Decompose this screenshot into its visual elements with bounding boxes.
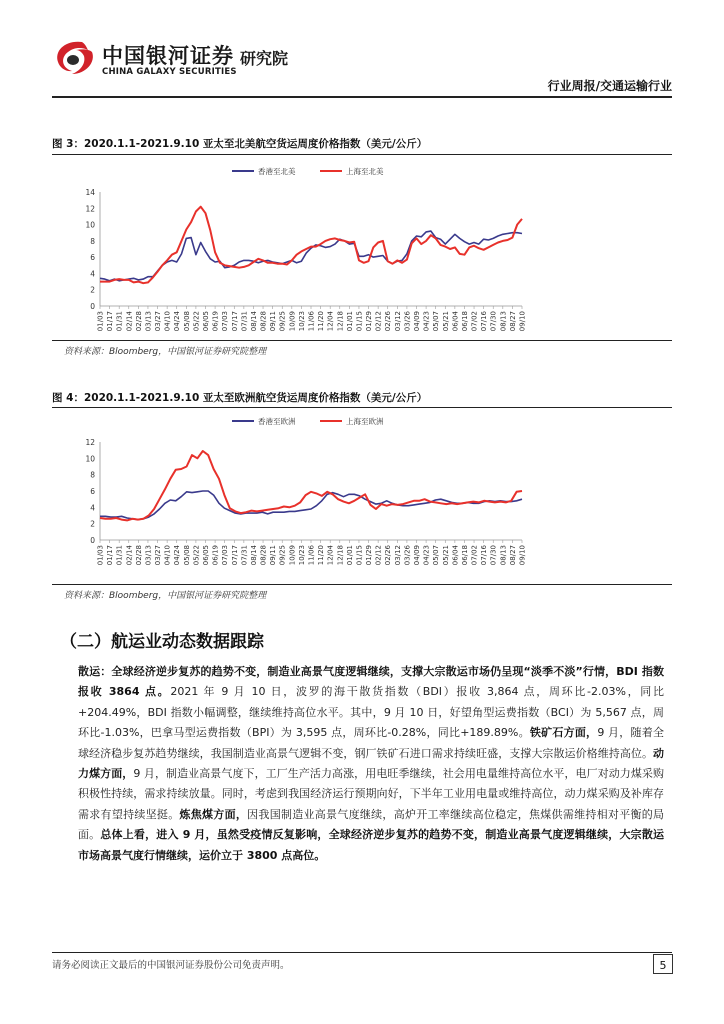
- x-tick-label: 06/05: [202, 311, 210, 332]
- y-tick-label: 4: [90, 503, 95, 513]
- paragraph-bold-run: 铁矿石方面，: [529, 726, 598, 740]
- x-tick-label: 02/28: [134, 311, 143, 332]
- x-tick-label: 11/20: [317, 545, 326, 566]
- series-line-1: [100, 491, 522, 520]
- figure-4-bottom-rule: [52, 584, 672, 585]
- x-tick-label: 07/16: [480, 545, 489, 566]
- x-tick-label: 07/17: [230, 545, 239, 566]
- x-tick-label: 04/09: [413, 545, 421, 566]
- x-tick-label: 01/15: [355, 311, 364, 332]
- x-tick-label: 04/23: [422, 311, 431, 332]
- paragraph-text-run: 2021 年 9 月 10 日，波罗的海干散货指数（BDI）报收 3,864 点，周环比-2.03%，同比+204.49%，BDI 指数小幅调整，继续维持高位水平。其中，9 月 10 日，好望角型运费指数（BCI）为 5,567 点，周环比-1.03%，巴拿马型运费指数（BPI）为 3,595 点，周环比-0.28%，同比+189.89%。: [78, 685, 664, 740]
- y-tick-label: 6: [90, 253, 95, 263]
- x-tick-label: 08/14: [249, 545, 258, 566]
- x-tick-label: 02/14: [125, 311, 134, 332]
- report-category: 行业周报/交通运输行业: [547, 79, 672, 93]
- x-tick-label: 03/26: [403, 545, 412, 566]
- x-tick-label: 01/03: [96, 545, 105, 566]
- paragraph-bold-run: 动力煤方面，: [78, 746, 664, 781]
- figure-3-bottom-rule: [52, 340, 672, 341]
- x-tick-label: 07/02: [470, 311, 479, 332]
- x-tick-label: 10/23: [297, 311, 306, 332]
- header-rule: [52, 96, 672, 98]
- x-tick-label: 01/15: [355, 545, 364, 566]
- company-logo: [52, 38, 98, 78]
- paragraph-bold-run: 散运：全球经济逆步复苏的趋势不变，制造业高景气度逻辑继续，支撑大宗散运市场仍呈现“淡季不淡”行情，BDI 指数报收 3864 点。: [78, 665, 664, 699]
- y-tick-label: 6: [90, 487, 95, 496]
- x-tick-label: 06/19: [211, 545, 220, 566]
- x-tick-label: 07/03: [221, 545, 230, 566]
- x-tick-label: 03/12: [393, 545, 402, 566]
- x-tick-label: 05/08: [182, 311, 191, 332]
- y-tick-label: 12: [85, 204, 95, 214]
- x-tick-label: 05/21: [441, 311, 450, 332]
- x-tick-label: 05/22: [192, 545, 201, 566]
- x-tick-label: 12/04: [326, 545, 335, 566]
- x-tick-label: 12/04: [326, 311, 335, 332]
- x-tick-label: 03/13: [144, 545, 153, 566]
- figure-3-chart: [52, 158, 672, 338]
- x-tick-label: 07/02: [470, 545, 479, 566]
- figure-4-chart: [52, 410, 672, 582]
- x-tick-label: 05/21: [441, 545, 450, 566]
- paragraph-text-run: 因我国制造业高景气度继续，高炉开工率继续高位稳定，焦煤供需维持相对平衡的局面。: [78, 807, 665, 842]
- galaxy-logo-icon: [52, 38, 98, 78]
- x-tick-label: 08/27: [508, 545, 517, 566]
- x-tick-label: 06/05: [202, 545, 210, 566]
- figure-3-source: 资料来源：Bloomberg，中国银河证券研究院整理: [64, 347, 267, 357]
- x-tick-label: 09/11: [269, 311, 278, 332]
- x-tick-label: 09/11: [269, 545, 278, 566]
- x-tick-label: 04/10: [163, 545, 172, 566]
- x-tick-label: 08/13: [499, 545, 508, 566]
- page-number-box: [653, 954, 673, 974]
- x-tick-label: 08/28: [259, 311, 268, 332]
- x-tick-label: 04/10: [163, 311, 172, 332]
- x-tick-label: 07/30: [489, 545, 498, 566]
- brand-name-cn: 中国银河证券: [102, 44, 234, 68]
- x-tick-label: 05/22: [192, 311, 201, 332]
- x-tick-label: 03/27: [154, 545, 163, 566]
- x-tick-label: 09/25: [278, 545, 287, 566]
- x-tick-label: 10/09: [288, 545, 297, 566]
- figure-4-top-rule: [52, 407, 672, 408]
- x-tick-label: 09/25: [278, 311, 287, 332]
- x-tick-label: 03/26: [403, 311, 412, 332]
- legend-label: 香港至欧洲: [258, 417, 296, 426]
- x-tick-label: 11/06: [307, 545, 316, 566]
- x-tick-label: 10/09: [288, 311, 297, 332]
- figure-4-title: 图 4：2020.1.1-2021.9.10 亚太至欧洲航空货运周度价格指数（美元/公斤）: [52, 392, 428, 404]
- section-heading: （二）航运业动态数据跟踪: [60, 632, 264, 652]
- x-tick-label: 02/14: [125, 545, 134, 566]
- y-tick-label: 12: [85, 438, 95, 447]
- x-tick-label: 07/03: [221, 311, 230, 332]
- paragraph-bold-run: 炼焦煤方面，: [179, 807, 248, 821]
- x-tick-label: 07/17: [230, 311, 239, 332]
- y-tick-label: 8: [90, 236, 95, 246]
- y-tick-label: 8: [90, 470, 95, 480]
- x-tick-label: 01/29: [365, 545, 374, 566]
- body-paragraph: [78, 662, 664, 866]
- x-tick-label: 08/28: [259, 545, 268, 566]
- x-tick-label: 02/28: [134, 545, 143, 566]
- x-tick-label: 01/31: [115, 545, 124, 566]
- institute-name: 研究院: [240, 49, 289, 68]
- x-tick-label: 06/04: [451, 545, 460, 566]
- x-tick-label: 03/13: [144, 311, 153, 332]
- series-line-2: [100, 451, 522, 520]
- x-tick-label: 09/10: [518, 311, 527, 332]
- x-tick-label: 08/13: [499, 311, 508, 332]
- x-tick-label: 07/31: [240, 311, 249, 332]
- x-tick-label: 05/08: [182, 545, 191, 566]
- y-tick-label: 2: [90, 519, 95, 529]
- x-tick-label: 11/20: [317, 311, 326, 332]
- x-tick-label: 12/18: [336, 311, 345, 332]
- x-tick-label: 06/18: [460, 311, 469, 332]
- y-tick-label: 2: [90, 285, 95, 295]
- x-tick-label: 01/01: [345, 311, 354, 332]
- x-tick-label: 05/07: [432, 545, 441, 566]
- x-tick-label: 01/31: [115, 311, 124, 332]
- legend-label: 香港至北美: [258, 167, 296, 176]
- y-tick-label: 0: [90, 536, 95, 545]
- disclaimer-note: 请务必阅读正文最后的中国银河证券股份公司免责声明。: [52, 960, 290, 971]
- x-tick-label: 06/18: [460, 545, 469, 566]
- x-tick-label: 12/18: [336, 545, 345, 566]
- y-tick-label: 10: [85, 220, 95, 230]
- page-number: 5: [659, 959, 667, 972]
- paragraph-bold-run: 总体上看，进入 9 月，虽然受疫情反复影响，全球经济逆步复苏的趋势不变，制造业高景气度逻辑继续，大宗散运市场高景气度行情继续，运价立于 3800 点高位。: [78, 828, 664, 862]
- x-tick-label: 05/07: [432, 311, 441, 332]
- x-tick-label: 09/10: [518, 545, 527, 566]
- y-tick-label: 0: [90, 302, 95, 311]
- footer-rule: [52, 952, 672, 953]
- figure-4-source: 资料来源：Bloomberg，中国银河证券研究院整理: [64, 591, 267, 601]
- x-tick-label: 02/12: [374, 311, 383, 332]
- x-tick-label: 08/27: [508, 311, 517, 332]
- brand-name-en: CHINA GALAXY SECURITIES: [102, 67, 237, 77]
- y-tick-label: 14: [85, 188, 95, 197]
- x-tick-label: 02/26: [384, 311, 393, 332]
- x-tick-label: 04/23: [422, 545, 431, 566]
- x-tick-label: 01/29: [365, 311, 374, 332]
- x-tick-label: 11/06: [307, 311, 316, 332]
- x-tick-label: 08/14: [249, 311, 258, 332]
- y-tick-label: 4: [90, 269, 95, 279]
- x-tick-label: 02/26: [384, 545, 393, 566]
- x-tick-label: 10/23: [297, 545, 306, 566]
- x-tick-label: 04/24: [173, 545, 182, 566]
- x-tick-label: 07/16: [480, 311, 489, 332]
- x-tick-label: 02/12: [374, 545, 383, 566]
- x-tick-label: 03/27: [154, 311, 163, 332]
- figure-3-title: 图 3：2020.1.1-2021.9.10 亚太至北美航空货运周度价格指数（美元/公斤）: [52, 138, 428, 150]
- x-tick-label: 07/30: [489, 311, 498, 332]
- x-tick-label: 07/31: [240, 545, 249, 566]
- x-tick-label: 03/12: [393, 311, 402, 332]
- x-tick-label: 06/04: [451, 311, 460, 332]
- x-tick-label: 01/17: [106, 311, 115, 332]
- x-tick-label: 04/24: [173, 311, 182, 332]
- y-tick-label: 10: [85, 454, 95, 464]
- legend-label: 上海至欧洲: [346, 417, 384, 426]
- paragraph-text-run: 9 月，制造业高景气度下，工厂生产活力高涨，用电旺季继续，社会用电量维持高位水平，电厂对动力煤采购积极性持续，需求持续放量。同时，考虑到我国经济运行预期向好，下半年工业用电量或维持高位，动力煤采购及补库存需求有望持续坚挺。: [78, 767, 664, 821]
- series-line-1: [100, 231, 522, 281]
- x-tick-label: 04/09: [413, 311, 421, 332]
- x-tick-label: 06/19: [211, 311, 220, 332]
- legend-label: 上海至北美: [346, 167, 384, 176]
- paragraph-text-run: 9 月，随着全球经济稳步复苏趋势继续，我国制造业高景气逻辑不变，钢厂铁矿石进口需求持续旺盛，支撑大宗散运价格维持高位。: [78, 726, 665, 760]
- x-tick-label: 01/01: [345, 545, 354, 566]
- x-tick-label: 01/17: [106, 545, 115, 566]
- x-tick-label: 01/03: [96, 311, 105, 332]
- figure-3-top-rule: [52, 154, 672, 155]
- series-line-2: [100, 207, 522, 284]
